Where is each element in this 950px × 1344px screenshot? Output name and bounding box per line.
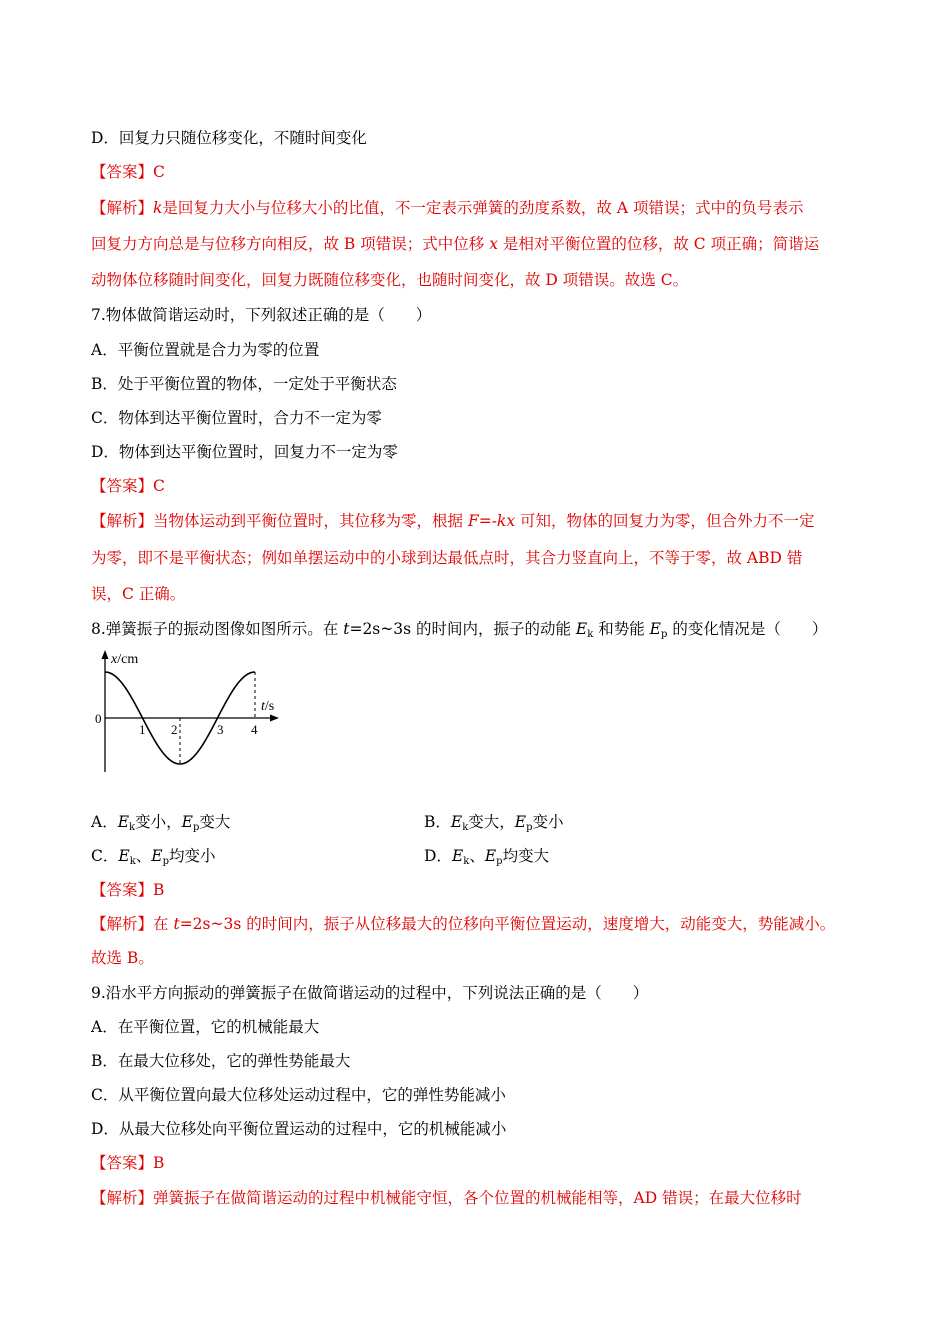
tick-label-2: 2 [171,722,178,737]
q7-analysis-line1: 【解析】当物体运动到平衡位置时，其位移为零，根据 F=-kx 可知，物体的回复力为零，但合外力不一定 [91,512,815,530]
q8-answer [91,880,164,900]
q9-answer [91,1153,164,1173]
q8-option-a: A．$E_k$变小，$E_p$变大 [91,813,231,833]
q7-option-a: A．平衡位置就是合力为零的位置 [91,341,320,359]
answer-value: C [153,477,165,495]
answer-value: C [153,163,165,181]
analysis-tag: 【解析】 [91,199,154,217]
tick-label-4: 4 [251,722,258,737]
tick-label-3: 3 [217,722,224,737]
q9-option-b: B．在最大位移处，它的弹性势能最大 [91,1052,351,1070]
answer-value: B [153,1154,165,1172]
q6-analysis-line2: 回复力方向总是与位移方向相反，故 B 项错误；式中位移 x 是相对平衡位置的位移，故 C 项正确；简谐运 [91,235,820,253]
q7-analysis-line3: 误，C 正确。 [91,585,186,603]
tick-label-1: 1 [139,722,146,737]
q8-analysis-line1: 【解析】在 t=2s~3s 的时间内，振子从位移最大的位移向平衡位置运动，速度增大，动能变大，势能减小。 [91,915,836,933]
analysis-tag: 【解析】 [91,1189,154,1207]
q9-stem: 9.沿水平方向振动的弹簧振子在做简谐运动的过程中，下列说法正确的是（ ） [91,984,649,1002]
q9-option-c: C．从平衡位置向最大位移处运动过程中，它的弹性势能减小 [91,1086,506,1104]
q7-stem: 7.物体做简谐运动时，下列叙述正确的是（ ） [91,306,432,324]
q7-answer [91,476,165,496]
q8-analysis-line2: 故选 B。 [91,949,154,967]
answer-tag: 【答案】 [91,163,154,181]
y-axis-arrow [102,650,109,659]
q6-analysis-line3: 动物体位移随时间变化，回复力既随位移变化，也随时间变化，故 D 项错误。故选 C。 [91,271,689,289]
q9-analysis-line1: 【解析】弹簧振子在做简谐运动的过程中机械能守恒，各个位置的机械能相等，AD 错误；在最大位移时 [91,1189,802,1207]
x-axis-arrow [270,715,279,722]
y-axis-label: x/cm [111,652,139,667]
q6-answer [91,162,165,182]
q7-option-d: D．物体到达平衡位置时，回复力不一定为零 [91,443,398,461]
q9-option-a: A．在平衡位置，它的机械能最大 [91,1018,320,1036]
answer-tag: 【答案】 [91,881,154,899]
q6-option-d: D．回复力只随位移变化，不随时间变化 [91,129,367,147]
q9-option-d: D．从最大位移处向平衡位置运动的过程中，它的机械能减小 [91,1120,507,1138]
vibration-graph [91,648,291,778]
x-axis-label: t/s [261,699,275,714]
answer-value: B [153,881,165,899]
q7-analysis-line2: 为零，即不是平衡状态；例如单摆运动中的小球到达最低点时，其合力竖直向上，不等于零，故 ABD 错 [91,549,803,567]
q8-option-c: C．$E_k$、$E_p$均变小 [91,847,216,867]
analysis-tag: 【解析】 [91,512,154,530]
answer-tag: 【答案】 [91,1154,154,1172]
q8-option-b: B．$E_k$变大，$E_p$变小 [424,813,564,833]
q7-option-c: C．物体到达平衡位置时，合力不一定为零 [91,409,382,427]
q6-analysis-line1: 【解析】k是回复力大小与位移大小的比值，不一定表示弹簧的劲度系数，故 A 项错误；式中的负号表示 [91,199,804,217]
answer-tag: 【答案】 [91,477,154,495]
q8-option-d: D．$E_k$、$E_p$均变大 [424,847,550,867]
analysis-tag: 【解析】 [91,915,154,933]
origin-label: 0 [95,711,102,726]
q7-option-b: B．处于平衡位置的物体，一定处于平衡状态 [91,375,397,393]
q8-stem: 8.弹簧振子的振动图像如图所示。在 t=2s~3s 的时间内，振子的动能 $E_k$ 和势能 $E_p$ 的变化情况是（ ） [91,620,828,640]
